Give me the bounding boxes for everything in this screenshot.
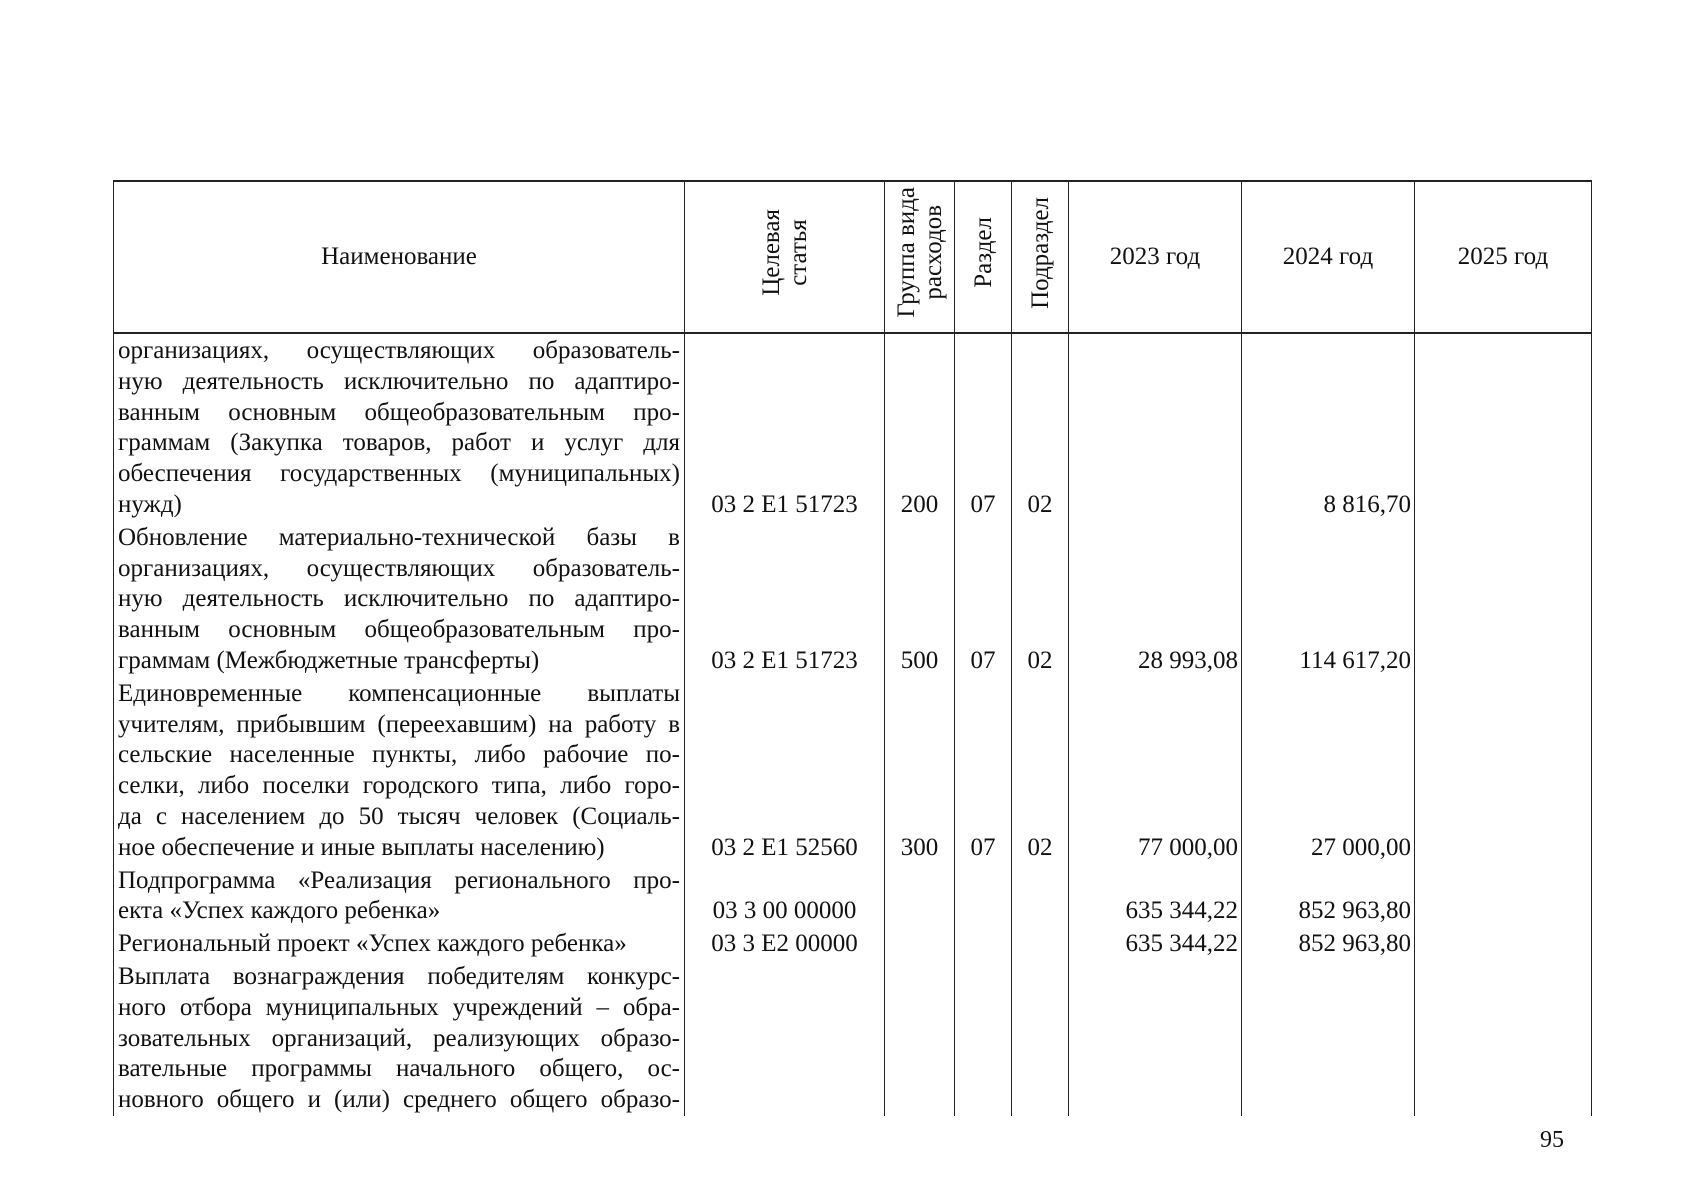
row-name-line: нужд): [118, 490, 182, 518]
row-name: [114, 677, 685, 864]
row-name-line: ного отбора муниципальных учреждений – обра-: [118, 993, 680, 1021]
row-subsection: 02: [1012, 333, 1069, 521]
row-expense-group: [885, 864, 955, 928]
row-amount-2024: 27 000,00: [1242, 677, 1415, 864]
row-subsection: [1012, 864, 1069, 928]
row-expense-group: 500: [885, 521, 955, 677]
table-row: [114, 677, 1592, 864]
header-name: Наименование: [114, 181, 685, 333]
row-name-line: ванным основным общеобразовательным про-: [118, 616, 680, 644]
row-subsection: 02: [1012, 521, 1069, 677]
row-target-code: 03 2 E1 51723: [685, 521, 885, 677]
row-name-line: ванным основным общеобразовательным про-: [118, 398, 680, 426]
row-name-line: новного общего и (или) среднего общего образо-: [118, 1086, 680, 1114]
row-expense-group: 200: [885, 333, 955, 521]
row-section: 07: [955, 677, 1012, 864]
row-name-line: учителям, прибывшим (переехавшим) на работу в: [118, 710, 680, 738]
row-section: [955, 864, 1012, 928]
row-subsection: [1012, 927, 1069, 960]
row-amount-2024: 8 816,70: [1242, 333, 1415, 521]
row-amount-2024: [1242, 960, 1415, 1116]
row-amount-2023: 77 000,00: [1069, 677, 1242, 864]
row-amount-2023: [1069, 960, 1242, 1116]
row-name-line: Подпрограмма «Реализация регионального про-: [118, 866, 680, 894]
row-amount-2025: [1415, 521, 1592, 677]
table-header-row: [114, 181, 1592, 333]
table-row: [114, 864, 1592, 928]
row-name-line: Региональный проект «Успех каждого ребенка»: [118, 930, 627, 958]
row-name: [114, 927, 685, 960]
header-subsection: Подраздел: [1012, 181, 1069, 333]
row-amount-2024: 114 617,20: [1242, 521, 1415, 677]
header-group: Группа вида расходов: [885, 181, 955, 333]
row-name: [114, 960, 685, 1116]
row-target-code: 03 3 E2 00000: [685, 927, 885, 960]
row-name-line: организациях, осуществляющих образователь-: [118, 337, 680, 364]
row-name-line: граммам (Межбюджетные трансферты): [118, 646, 540, 674]
row-name: [114, 864, 685, 928]
row-amount-2025: [1415, 960, 1592, 1116]
row-section: [955, 927, 1012, 960]
row-name-line: ное обеспечение и иные выплаты населению): [118, 833, 605, 861]
row-name: [114, 521, 685, 677]
row-amount-2023: 635 344,22: [1069, 864, 1242, 928]
header-section: Раздел: [955, 181, 1012, 333]
row-expense-group: [885, 927, 955, 960]
row-subsection: [1012, 960, 1069, 1116]
row-name-line: екта «Успех каждого ребенка»: [118, 897, 441, 925]
row-name: [114, 333, 685, 521]
row-amount-2023: 28 993,08: [1069, 521, 1242, 677]
table-row: [114, 927, 1592, 960]
row-name-line: сельские населенные пункты, либо рабочие по-: [118, 741, 680, 769]
row-target-code: 03 2 E1 51723: [685, 333, 885, 521]
row-subsection: 02: [1012, 677, 1069, 864]
row-name-line: Единовременные компенсационные выплаты: [118, 679, 680, 707]
row-name-line: организациях, осуществляющих образователь-: [118, 554, 680, 582]
row-amount-2025: [1415, 864, 1592, 928]
row-name-line: селки, либо поселки городского типа, либо горо-: [118, 772, 680, 800]
header-target: Целевая статья: [685, 181, 885, 333]
row-amount-2025: [1415, 927, 1592, 960]
row-target-code: [685, 960, 885, 1116]
row-amount-2023: 635 344,22: [1069, 927, 1242, 960]
row-section: [955, 960, 1012, 1116]
row-amount-2024: 852 963,80: [1242, 864, 1415, 928]
page-number: 95: [1540, 1127, 1564, 1153]
row-amount-2024: 852 963,80: [1242, 927, 1415, 960]
budget-table: [113, 180, 1592, 1116]
row-name-line: граммам (Закупка товаров, работ и услуг для: [118, 429, 680, 457]
row-expense-group: [885, 960, 955, 1116]
row-expense-group: 300: [885, 677, 955, 864]
row-name-line: зовательных организаций, реализующих образо-: [118, 1024, 680, 1052]
header-2024: 2024 год: [1242, 181, 1415, 333]
row-name-line: Выплата вознаграждения победителям конкурс-: [118, 962, 680, 990]
row-section: 07: [955, 333, 1012, 521]
row-name-line: обеспечения государственных (муниципальных): [118, 460, 680, 488]
row-name-line: Обновление материально-технической базы в: [118, 523, 680, 551]
row-amount-2023: [1069, 333, 1242, 521]
row-target-code: 03 3 00 00000: [685, 864, 885, 928]
row-name-line: вательные программы начального общего, ос-: [118, 1055, 680, 1083]
row-name-line: да с населением до 50 тысяч человек (Социаль-: [118, 802, 680, 830]
table-row: [114, 521, 1592, 677]
row-section: 07: [955, 521, 1012, 677]
row-name-line: ную деятельность исключительно по адаптиро-: [118, 585, 680, 613]
table-row: [114, 333, 1592, 521]
row-amount-2025: [1415, 333, 1592, 521]
table-body: [114, 333, 1592, 1116]
row-name-line: ную деятельность исключительно по адаптиро-: [118, 367, 680, 395]
header-2023: 2023 год: [1069, 181, 1242, 333]
table-row: [114, 960, 1592, 1116]
row-amount-2025: [1415, 677, 1592, 864]
row-target-code: 03 2 E1 52560: [685, 677, 885, 864]
header-2025: 2025 год: [1415, 181, 1592, 333]
